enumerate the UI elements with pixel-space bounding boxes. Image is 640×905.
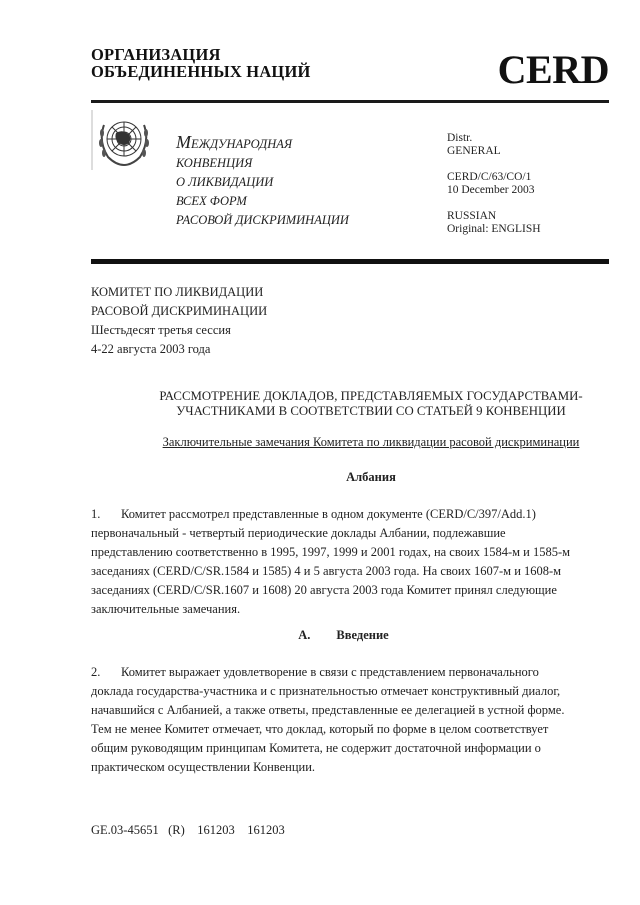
document-symbol-large: CERD — [497, 47, 609, 92]
paragraph-line: начавшийся с Албанией, а также ответы, представленные ее делегацией в устной форме. — [91, 703, 565, 717]
document-symbol: CERD/C/63/CO/1 — [447, 171, 532, 183]
paragraph-line: заседаниях (CERD/C/SR.1584 и 1585) 4 и 5 августа 2003 года. На своих 1607-м и 1608-м — [91, 564, 562, 578]
convention-line-2: КОНВЕНЦИЯ — [176, 156, 253, 170]
committee-line-1: КОМИТЕТ ПО ЛИКВИДАЦИИ — [91, 285, 264, 299]
paragraph-line: общим руководящим принципам Комитета, не содержит достаточной информации о — [91, 741, 541, 755]
convention-initial: М — [176, 132, 191, 152]
paragraph-number: 1. — [91, 507, 101, 521]
convention-line-1-rest: ЕЖДУНАРОДНАЯ — [191, 137, 293, 151]
paragraph-line: представлению соответственно в 1995, 1997, 1999 и 2001 годах, на своих 1584-м и 1585-м — [91, 545, 571, 559]
document-title — [91, 389, 640, 419]
section-heading — [91, 628, 596, 643]
paragraph-line: первоначальный - четвертый периодические доклады Албании, подлежавшие — [91, 526, 506, 540]
un-emblem-icon — [94, 113, 154, 171]
paragraph-2 — [91, 663, 611, 777]
job-number-footer: GE.03-45651 (R) 161203 161203 — [91, 823, 285, 837]
header-bottom-divider — [91, 259, 609, 264]
org-line-1: ОРГАНИЗАЦИЯ — [91, 45, 221, 64]
paragraph-line: доклада государства-участника и с признательностью отмечает конструктивный диалог, — [91, 684, 561, 698]
committee-line-2: РАСОВОЙ ДИСКРИМИНАЦИИ — [91, 304, 268, 318]
paragraph-line: Тем не менее Комитет отмечает, что доклад, который по форме в целом соответствует — [91, 722, 549, 736]
convention-line-3: О ЛИКВИДАЦИИ — [176, 175, 274, 189]
paragraph-line: практическом осуществлении Конвенции. — [91, 760, 316, 774]
convention-name — [176, 133, 349, 230]
distr-label: Distr. — [447, 132, 473, 144]
country-heading: Албания — [346, 470, 396, 484]
document-subtitle: Заключительные замечания Комитета по ликвидации расовой дискриминации — [162, 435, 580, 449]
convention-line-1 — [176, 133, 349, 154]
session-dates: 4-22 августа 2003 года — [91, 342, 211, 356]
committee-block — [91, 283, 267, 359]
paragraph-line — [91, 663, 611, 682]
document-language: RUSSIAN — [447, 210, 497, 222]
paragraph-number: 2. — [91, 665, 101, 679]
distr-level: GENERAL — [447, 145, 501, 157]
paragraph-line: заключительные замечания. — [91, 602, 241, 616]
paragraph-text: Комитет рассмотрел представленные в одном документе (CERD/C/397/Add.1) — [121, 507, 536, 521]
title-line-2: УЧАСТНИКАМИ В СООТВЕТСТВИИ СО СТАТЬЕЙ 9 КОНВЕНЦИИ — [176, 404, 566, 418]
header-divider — [91, 100, 609, 103]
original-language: Original: ENGLISH — [447, 223, 541, 235]
paragraph-1 — [91, 505, 611, 619]
org-line-2: ОБЪЕДИНЕННЫХ НАЦИЙ — [91, 62, 311, 81]
document-date: 10 December 2003 — [447, 184, 535, 196]
logo-separator — [91, 110, 93, 170]
title-line-1: РАССМОТРЕНИЕ ДОКЛАДОВ, ПРЕДСТАВЛЯЕМЫХ ГОСУДАРСТВАМИ- — [159, 389, 583, 403]
section-letter: A. — [298, 628, 311, 642]
session-name: Шестьдесят третья сессия — [91, 323, 231, 337]
organization-name — [91, 46, 311, 80]
paragraph-line — [91, 505, 611, 524]
section-title: Введение — [336, 628, 389, 642]
convention-line-4: ВСЕХ ФОРМ — [176, 194, 247, 208]
convention-line-5: РАСОВОЙ ДИСКРИМИНАЦИИ — [176, 213, 349, 227]
distribution-block — [447, 132, 541, 236]
paragraph-line: заседаниях (CERD/C/SR.1607 и 1608) 20 августа 2003 года Комитет принял следующие — [91, 583, 557, 597]
paragraph-text: Комитет выражает удовлетворение в связи с представлением первоначального — [121, 665, 539, 679]
